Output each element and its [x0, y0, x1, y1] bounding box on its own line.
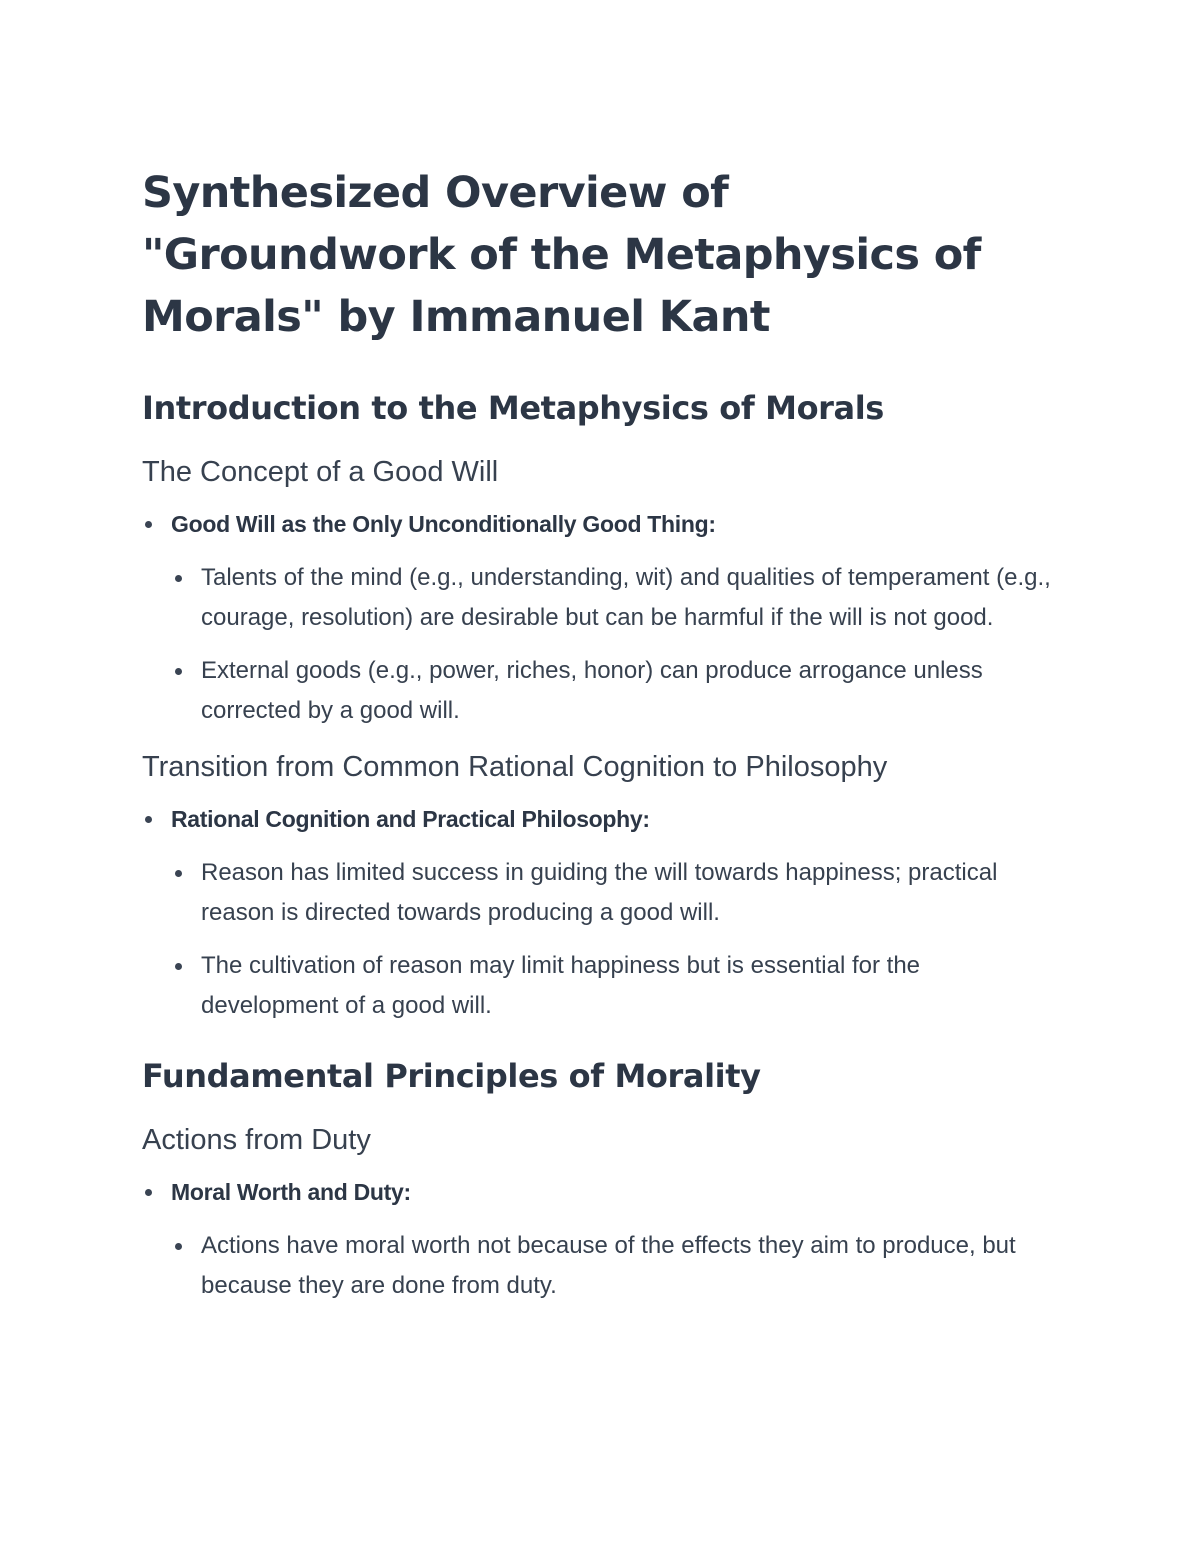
list-item-label: Good Will as the Only Unconditionally Good Thing:	[171, 511, 716, 537]
list-item-label: Moral Worth and Duty:	[171, 1179, 411, 1205]
nested-bullet-list	[171, 558, 1052, 731]
nested-list-item-text: The cultivation of reason may limit happiness but is essential for the development of a good will.	[201, 952, 921, 1019]
bullet-icon	[175, 668, 182, 675]
nested-bullet-list	[171, 1226, 1052, 1306]
bullet-icon	[175, 963, 182, 970]
bullet-icon	[175, 870, 182, 877]
bullet-icon	[175, 575, 182, 582]
list-item-label: Rational Cognition and Practical Philosophy:	[171, 806, 650, 832]
subsection-heading: Actions from Duty	[142, 1124, 371, 1156]
section-introduction	[142, 386, 1052, 1026]
document-page	[142, 162, 1052, 1306]
list-item	[142, 1176, 1052, 1306]
section-heading: Introduction to the Metaphysics of Morals	[142, 389, 884, 427]
nested-list-item-text: Actions have moral worth not because of the effects they aim to produce, but because they are done from duty.	[201, 1232, 1016, 1299]
subsection-heading: Transition from Common Rational Cognition to Philosophy	[142, 751, 888, 783]
bullet-list	[142, 803, 1052, 1026]
bullet-list	[142, 1176, 1052, 1306]
list-item	[142, 803, 1052, 1026]
nested-bullet-list	[171, 853, 1052, 1026]
subsection-heading: The Concept of a Good Will	[142, 456, 499, 488]
bullet-icon	[145, 521, 152, 528]
section-fundamental-principles	[142, 1054, 1052, 1306]
nested-list-item-text: Reason has limited success in guiding the will towards happiness; practical reason is directed towards producing a good will.	[201, 859, 998, 926]
nested-list-item-text: External goods (e.g., power, riches, honor) can produce arrogance unless corrected by a good will.	[201, 657, 983, 724]
nested-list-item	[171, 946, 1052, 1026]
document-title: Synthesized Overview of "Groundwork of the Metaphysics of Morals" by Immanuel Kant	[142, 168, 981, 342]
bullet-list	[142, 508, 1052, 731]
nested-list-item	[171, 558, 1052, 638]
list-item	[142, 508, 1052, 731]
nested-list-item-text: Talents of the mind (e.g., understanding, wit) and qualities of temperament (e.g., courage, resolution) are desirable but can be harmful if the will is not good.	[201, 564, 1051, 631]
nested-list-item	[171, 1226, 1052, 1306]
bullet-icon	[145, 816, 152, 823]
nested-list-item	[171, 853, 1052, 933]
nested-list-item	[171, 651, 1052, 731]
bullet-icon	[145, 1189, 152, 1196]
bullet-icon	[175, 1243, 182, 1250]
section-heading: Fundamental Principles of Morality	[142, 1057, 761, 1095]
